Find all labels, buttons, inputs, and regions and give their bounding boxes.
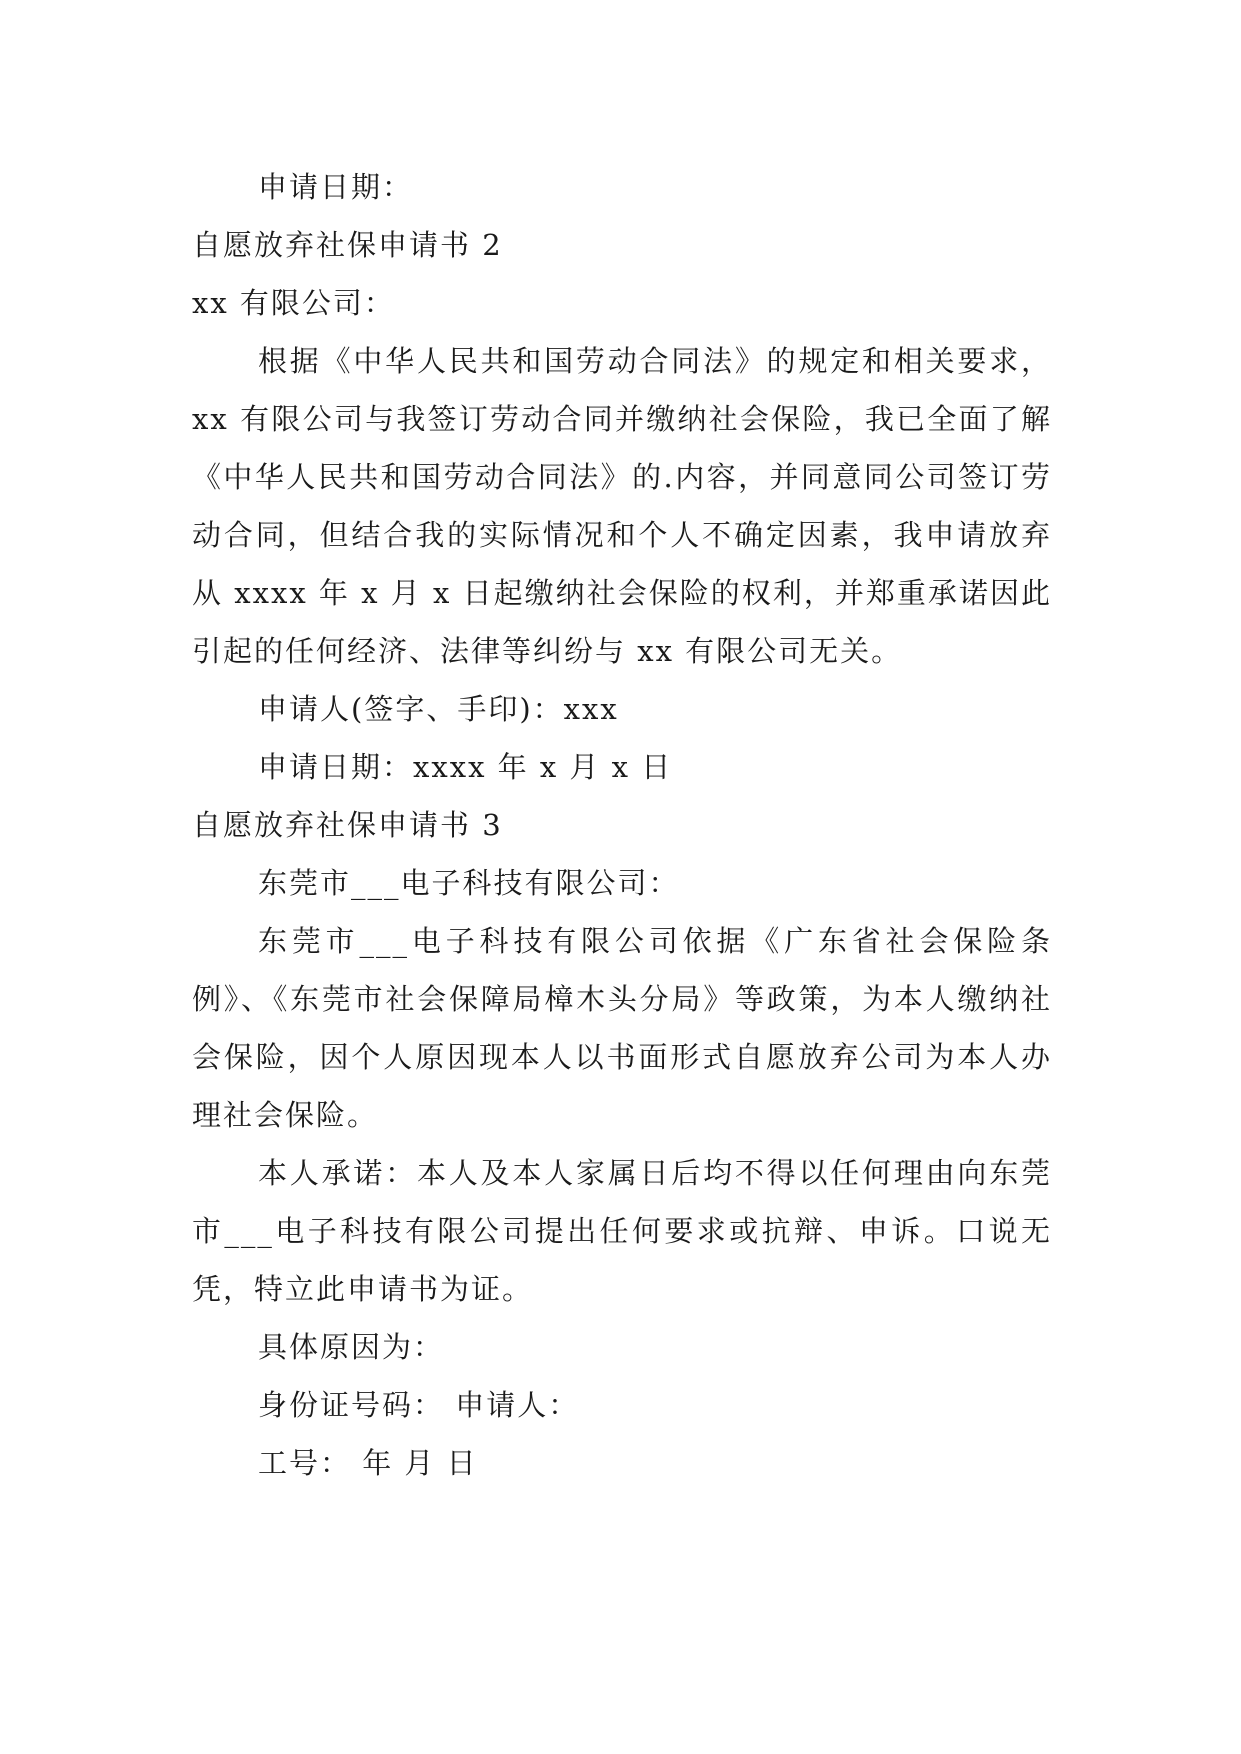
addressee-3: 东莞市___电子科技有限公司： [258,866,680,900]
applicant-signature-2: 申请人(签字、手印)：xxx [258,692,619,726]
section-title-3: 自愿放弃社保申请书 3 [192,808,503,842]
reason-label-3: 具体原因为： [258,1330,445,1364]
addressee-2: xx 有限公司： [192,286,395,320]
application-date-label: 申请日期： [258,170,414,204]
id-applicant-line-3: 身份证号码： 申请人： [258,1388,580,1422]
application-date-2: 申请日期：xxxx 年 x 月 x 日 [258,750,673,784]
section-title-2: 自愿放弃社保申请书 2 [192,228,503,262]
document-body [192,158,1052,1492]
body-paragraph-2: 根据《中华人民共和国劳动合同法》的规定和相关要求，xx 有限公司与我签订劳动合同并缴纳社会保险，我已全面了解《中华人民共和国劳动合同法》的.内容，并同意同公司签订劳动合同，但结合我的实际情况和个人不确定因素，我申请放弃从 xxxx 年 x 月 x 日起缴纳社会保险的权利，并郑重承诺因此引起的任何经济、法律等纠纷与 xx 有限公司无关。 [192,344,1052,668]
body-paragraph-3b: 本人承诺：本人及本人家属日后均不得以任何理由向东莞市___电子科技有限公司提出任何要求或抗辩、申诉。口说无凭，特立此申请书为证。 [192,1156,1052,1306]
staff-number-date-line-3: 工号： 年 月 日 [258,1446,478,1480]
body-paragraph-3a: 东莞市___电子科技有限公司依据《广东省社会保险条例》、《东莞市社会保障局樟木头分局》等政策，为本人缴纳社会保险，因个人原因现本人以书面形式自愿放弃公司为本人办理社会保险。 [192,924,1052,1132]
